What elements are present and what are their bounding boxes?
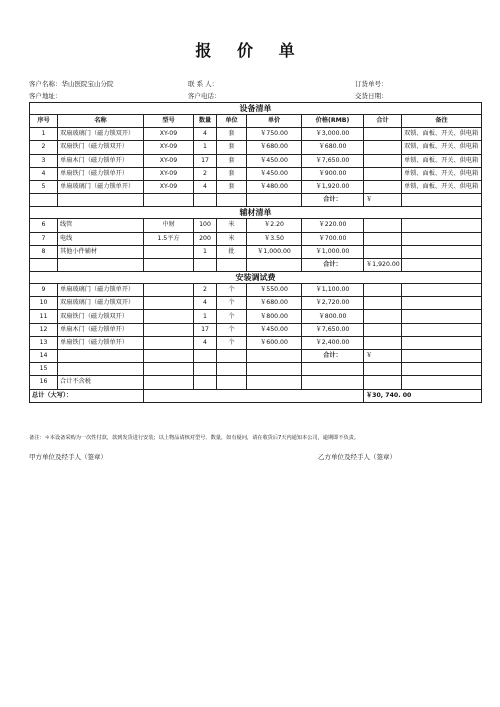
cell-no: 2 (30, 141, 58, 154)
subtotal-row (30, 258, 482, 271)
table-row (30, 297, 482, 310)
cell-total (364, 219, 402, 232)
cell-no: 13 (30, 336, 58, 349)
cell-total (364, 180, 402, 193)
cell (247, 350, 302, 363)
subtotal-value: ￥ (364, 350, 402, 363)
cell-unit: 套 (217, 128, 247, 141)
cell-unit: 套 (217, 154, 247, 167)
cell-price: ￥480.00 (247, 180, 302, 193)
grand-total-value: ￥30, 740. 00 (364, 389, 482, 402)
cell-model (144, 323, 194, 336)
cell-no: 14 (30, 350, 58, 363)
cell-price: ￥2.20 (247, 219, 302, 232)
cell-qty: 17 (194, 154, 217, 167)
cell-total (364, 154, 402, 167)
cell-no: 3 (30, 154, 58, 167)
cell-model: 中财 (144, 219, 194, 232)
cell (144, 350, 194, 363)
table-row (30, 154, 482, 167)
cell-total (364, 232, 402, 245)
cell (194, 194, 217, 207)
cell-no: 9 (30, 284, 58, 297)
cell-model: XY-09 (144, 141, 194, 154)
cell (247, 258, 302, 271)
cell-total (364, 297, 402, 310)
table-row (30, 310, 482, 323)
cell-no (30, 258, 58, 271)
grand-total-label: 总计（大写）： (30, 389, 144, 402)
section-materials (30, 207, 482, 219)
header-cell: 序号 (30, 115, 58, 128)
grand-total-row (30, 389, 482, 402)
cell-qty: 100 (194, 219, 217, 232)
cell (364, 363, 402, 376)
cell-name: 单扇木门（磁力锁单开） (58, 323, 144, 336)
cell (58, 258, 144, 271)
cell-amount: ￥7,650.00 (302, 154, 364, 167)
cell-total (364, 245, 402, 258)
cell-price: ￥680.00 (247, 141, 302, 154)
cell-price: ￥3.50 (247, 232, 302, 245)
cell-name: 双扇玻璃门（磁力锁双开） (58, 128, 144, 141)
cell-price: ￥1,000.00 (247, 245, 302, 258)
cell-amount: ￥3,000.00 (302, 128, 364, 141)
cell-amount: ￥800.00 (302, 310, 364, 323)
table-row (30, 245, 482, 258)
order-number: 订货单号： (355, 80, 388, 88)
cell-model (144, 336, 194, 349)
cell (217, 363, 247, 376)
table-row (30, 232, 482, 245)
cell-name: 电线 (58, 232, 144, 245)
cell-price: ￥800.00 (247, 310, 302, 323)
table-row (30, 323, 482, 336)
cell (402, 194, 482, 207)
cell-amount: ￥2,720.00 (302, 297, 364, 310)
cell (58, 194, 144, 207)
cell-unit: 套 (217, 167, 247, 180)
cell (144, 258, 194, 271)
cell-no: 11 (30, 310, 58, 323)
cell (302, 376, 364, 389)
cell (364, 376, 402, 389)
party-a-signature: 甲方单位及经手人（签章） (29, 453, 107, 461)
table-row (30, 376, 482, 389)
cell-total (364, 323, 402, 336)
cell-amount: ￥700.00 (302, 232, 364, 245)
header-cell: 价格(RMB) (302, 115, 364, 128)
subtotal-label: 合计： (302, 350, 364, 363)
cell (58, 350, 144, 363)
cell-unit: 个 (217, 297, 247, 310)
header-cell: 备注 (402, 115, 482, 128)
cell-note (402, 219, 482, 232)
cell-price: ￥680.00 (247, 297, 302, 310)
cell (217, 350, 247, 363)
header-cell: 型号 (144, 115, 194, 128)
cell-qty: 4 (194, 128, 217, 141)
cell (247, 363, 302, 376)
contact-person: 联 系 人： (188, 80, 219, 88)
cell-amount: ￥7,650.00 (302, 323, 364, 336)
cell-note: 单锁、面板、开关、供电箱 (402, 167, 482, 180)
cell-price: ￥600.00 (247, 336, 302, 349)
header-cell: 数量 (194, 115, 217, 128)
cell-no: 4 (30, 167, 58, 180)
cell-total (364, 284, 402, 297)
cell-no (30, 194, 58, 207)
cell-unit: 米 (217, 232, 247, 245)
cell-model (144, 297, 194, 310)
section-title: 设备清单 (30, 103, 482, 115)
cell-total (364, 336, 402, 349)
cell-no: 8 (30, 245, 58, 258)
cell-unit: 个 (217, 284, 247, 297)
table-row (30, 141, 482, 154)
table-row (30, 284, 482, 297)
cell-note (402, 310, 482, 323)
party-b-signature: 乙方单位及经手人（签章） (318, 453, 396, 461)
cell-qty: 4 (194, 297, 217, 310)
table-row (30, 336, 482, 349)
section-equipment (30, 103, 482, 115)
subtotal-row (30, 350, 482, 363)
subtotal-label: 合计： (302, 258, 364, 271)
cell-model: XY-09 (144, 154, 194, 167)
cell (144, 194, 194, 207)
cell (302, 363, 364, 376)
table-row (30, 128, 482, 141)
table-header (30, 115, 482, 128)
table-row (30, 363, 482, 376)
cell-name: 单扇铁门（磁力锁单开） (58, 167, 144, 180)
cell-amount: ￥900.00 (302, 167, 364, 180)
cell (194, 363, 217, 376)
cell-unit: 套 (217, 180, 247, 193)
cell-model (144, 284, 194, 297)
cell-qty: 1 (194, 141, 217, 154)
header-cell: 合计 (364, 115, 402, 128)
cell-qty: 2 (194, 284, 217, 297)
cell-qty: 4 (194, 180, 217, 193)
cell-name: 单扇铁门（磁力锁单开） (58, 336, 144, 349)
cell-model (144, 245, 194, 258)
cell-note: 双锁、面板、开关、供电箱 (402, 128, 482, 141)
customer-phone: 客户电话： (188, 92, 221, 100)
cell (58, 363, 144, 376)
cell-note (402, 336, 482, 349)
cell-amount: ￥680.00 (302, 141, 364, 154)
cell-model (144, 310, 194, 323)
cell-amount: ￥220.00 (302, 219, 364, 232)
customer-name: 客户名称：华山医院宝山分院 (29, 80, 114, 88)
cell (194, 376, 217, 389)
cell-qty: 2 (194, 167, 217, 180)
cell (402, 258, 482, 271)
cell-model: XY-09 (144, 167, 194, 180)
cell-model: XY-09 (144, 128, 194, 141)
subtotal-value: ￥ (364, 194, 402, 207)
cell (247, 194, 302, 207)
cell (194, 350, 217, 363)
cell-note: 双锁、面板、开关、供电箱 (402, 141, 482, 154)
remarks: 备注：＊本设备采购为一次性付款，款到发货进行安装；以上物品请核对型号、数量，如有疑问，请在收货后7天内通知本公司，逾期即不负责。 (29, 435, 360, 441)
section-title: 安装调试费 (30, 272, 482, 284)
table-row (30, 180, 482, 193)
cell-no: 5 (30, 180, 58, 193)
cell-price: ￥450.00 (247, 154, 302, 167)
cell-amount: ￥1,920.00 (302, 180, 364, 193)
cell-name: 其他小件辅材 (58, 245, 144, 258)
section-install (30, 272, 482, 284)
cell-amount: ￥2,400.00 (302, 336, 364, 349)
cell-price: ￥550.00 (247, 284, 302, 297)
cell-price: ￥750.00 (247, 128, 302, 141)
cell-name: 单扇玻璃门（磁力锁单开） (58, 180, 144, 193)
cell-unit: 个 (217, 336, 247, 349)
cell-no: 1 (30, 128, 58, 141)
cell-note: 单锁、面板、开关、供电箱 (402, 154, 482, 167)
header-cell: 单价 (247, 115, 302, 128)
header-cell: 名称 (58, 115, 144, 128)
cell-no: 15 (30, 363, 58, 376)
cell-unit: 个 (217, 323, 247, 336)
cell (217, 376, 247, 389)
cell-model: XY-09 (144, 180, 194, 193)
cell-note (402, 245, 482, 258)
cell-name: 合计不含税 (58, 376, 144, 389)
subtotal-value: ￥1,920.00 (364, 258, 402, 271)
cell (217, 258, 247, 271)
cell-name: 单扇玻璃门（磁力锁单开） (58, 284, 144, 297)
subtotal-label: 合计： (302, 194, 364, 207)
table-row (30, 167, 482, 180)
cell-qty: 17 (194, 323, 217, 336)
cell-note (402, 297, 482, 310)
cell-name: 双扇铁门（磁力锁双开） (58, 141, 144, 154)
cell (144, 376, 194, 389)
cell-no: 12 (30, 323, 58, 336)
cell-qty: 1 (194, 310, 217, 323)
cell-name: 双扇铁门（磁力锁双开） (58, 310, 144, 323)
cell-no: 16 (30, 376, 58, 389)
cell-model: 1.5平方 (144, 232, 194, 245)
customer-address: 客户地址： (29, 92, 62, 100)
cell (194, 258, 217, 271)
cell-qty: 4 (194, 336, 217, 349)
cell (402, 376, 482, 389)
cell-total (364, 128, 402, 141)
cell (144, 363, 194, 376)
cell (247, 376, 302, 389)
cell-unit: 米 (217, 219, 247, 232)
cell-unit: 个 (217, 310, 247, 323)
cell (402, 350, 482, 363)
cell (144, 389, 364, 402)
table-row (30, 219, 482, 232)
cell-note: 单锁、面板、开关、供电箱 (402, 180, 482, 193)
cell-note (402, 232, 482, 245)
quotation-table (29, 102, 482, 403)
cell-amount: ￥1,000.00 (302, 245, 364, 258)
cell-total (364, 310, 402, 323)
cell (402, 363, 482, 376)
cell-name: 线管 (58, 219, 144, 232)
delivery-date: 交货日期： (355, 92, 388, 100)
cell-unit: 批 (217, 245, 247, 258)
section-title: 辅材清单 (30, 207, 482, 219)
cell-qty: 200 (194, 232, 217, 245)
cell-no: 10 (30, 297, 58, 310)
header-cell: 单位 (217, 115, 247, 128)
cell-price: ￥450.00 (247, 167, 302, 180)
cell-qty: 1 (194, 245, 217, 258)
cell-note (402, 323, 482, 336)
cell (217, 194, 247, 207)
cell-no: 7 (30, 232, 58, 245)
cell-no: 6 (30, 219, 58, 232)
subtotal-row (30, 194, 482, 207)
cell-price: ￥450.00 (247, 323, 302, 336)
cell-total (364, 167, 402, 180)
cell-total (364, 141, 402, 154)
cell-name: 双扇玻璃门（磁力锁双开） (58, 297, 144, 310)
cell-note (402, 284, 482, 297)
cell-name: 单扇木门（磁力锁单开） (58, 154, 144, 167)
page-title: 报 价 单 (195, 41, 305, 60)
cell-unit: 套 (217, 141, 247, 154)
cell-amount: ￥1,100.00 (302, 284, 364, 297)
